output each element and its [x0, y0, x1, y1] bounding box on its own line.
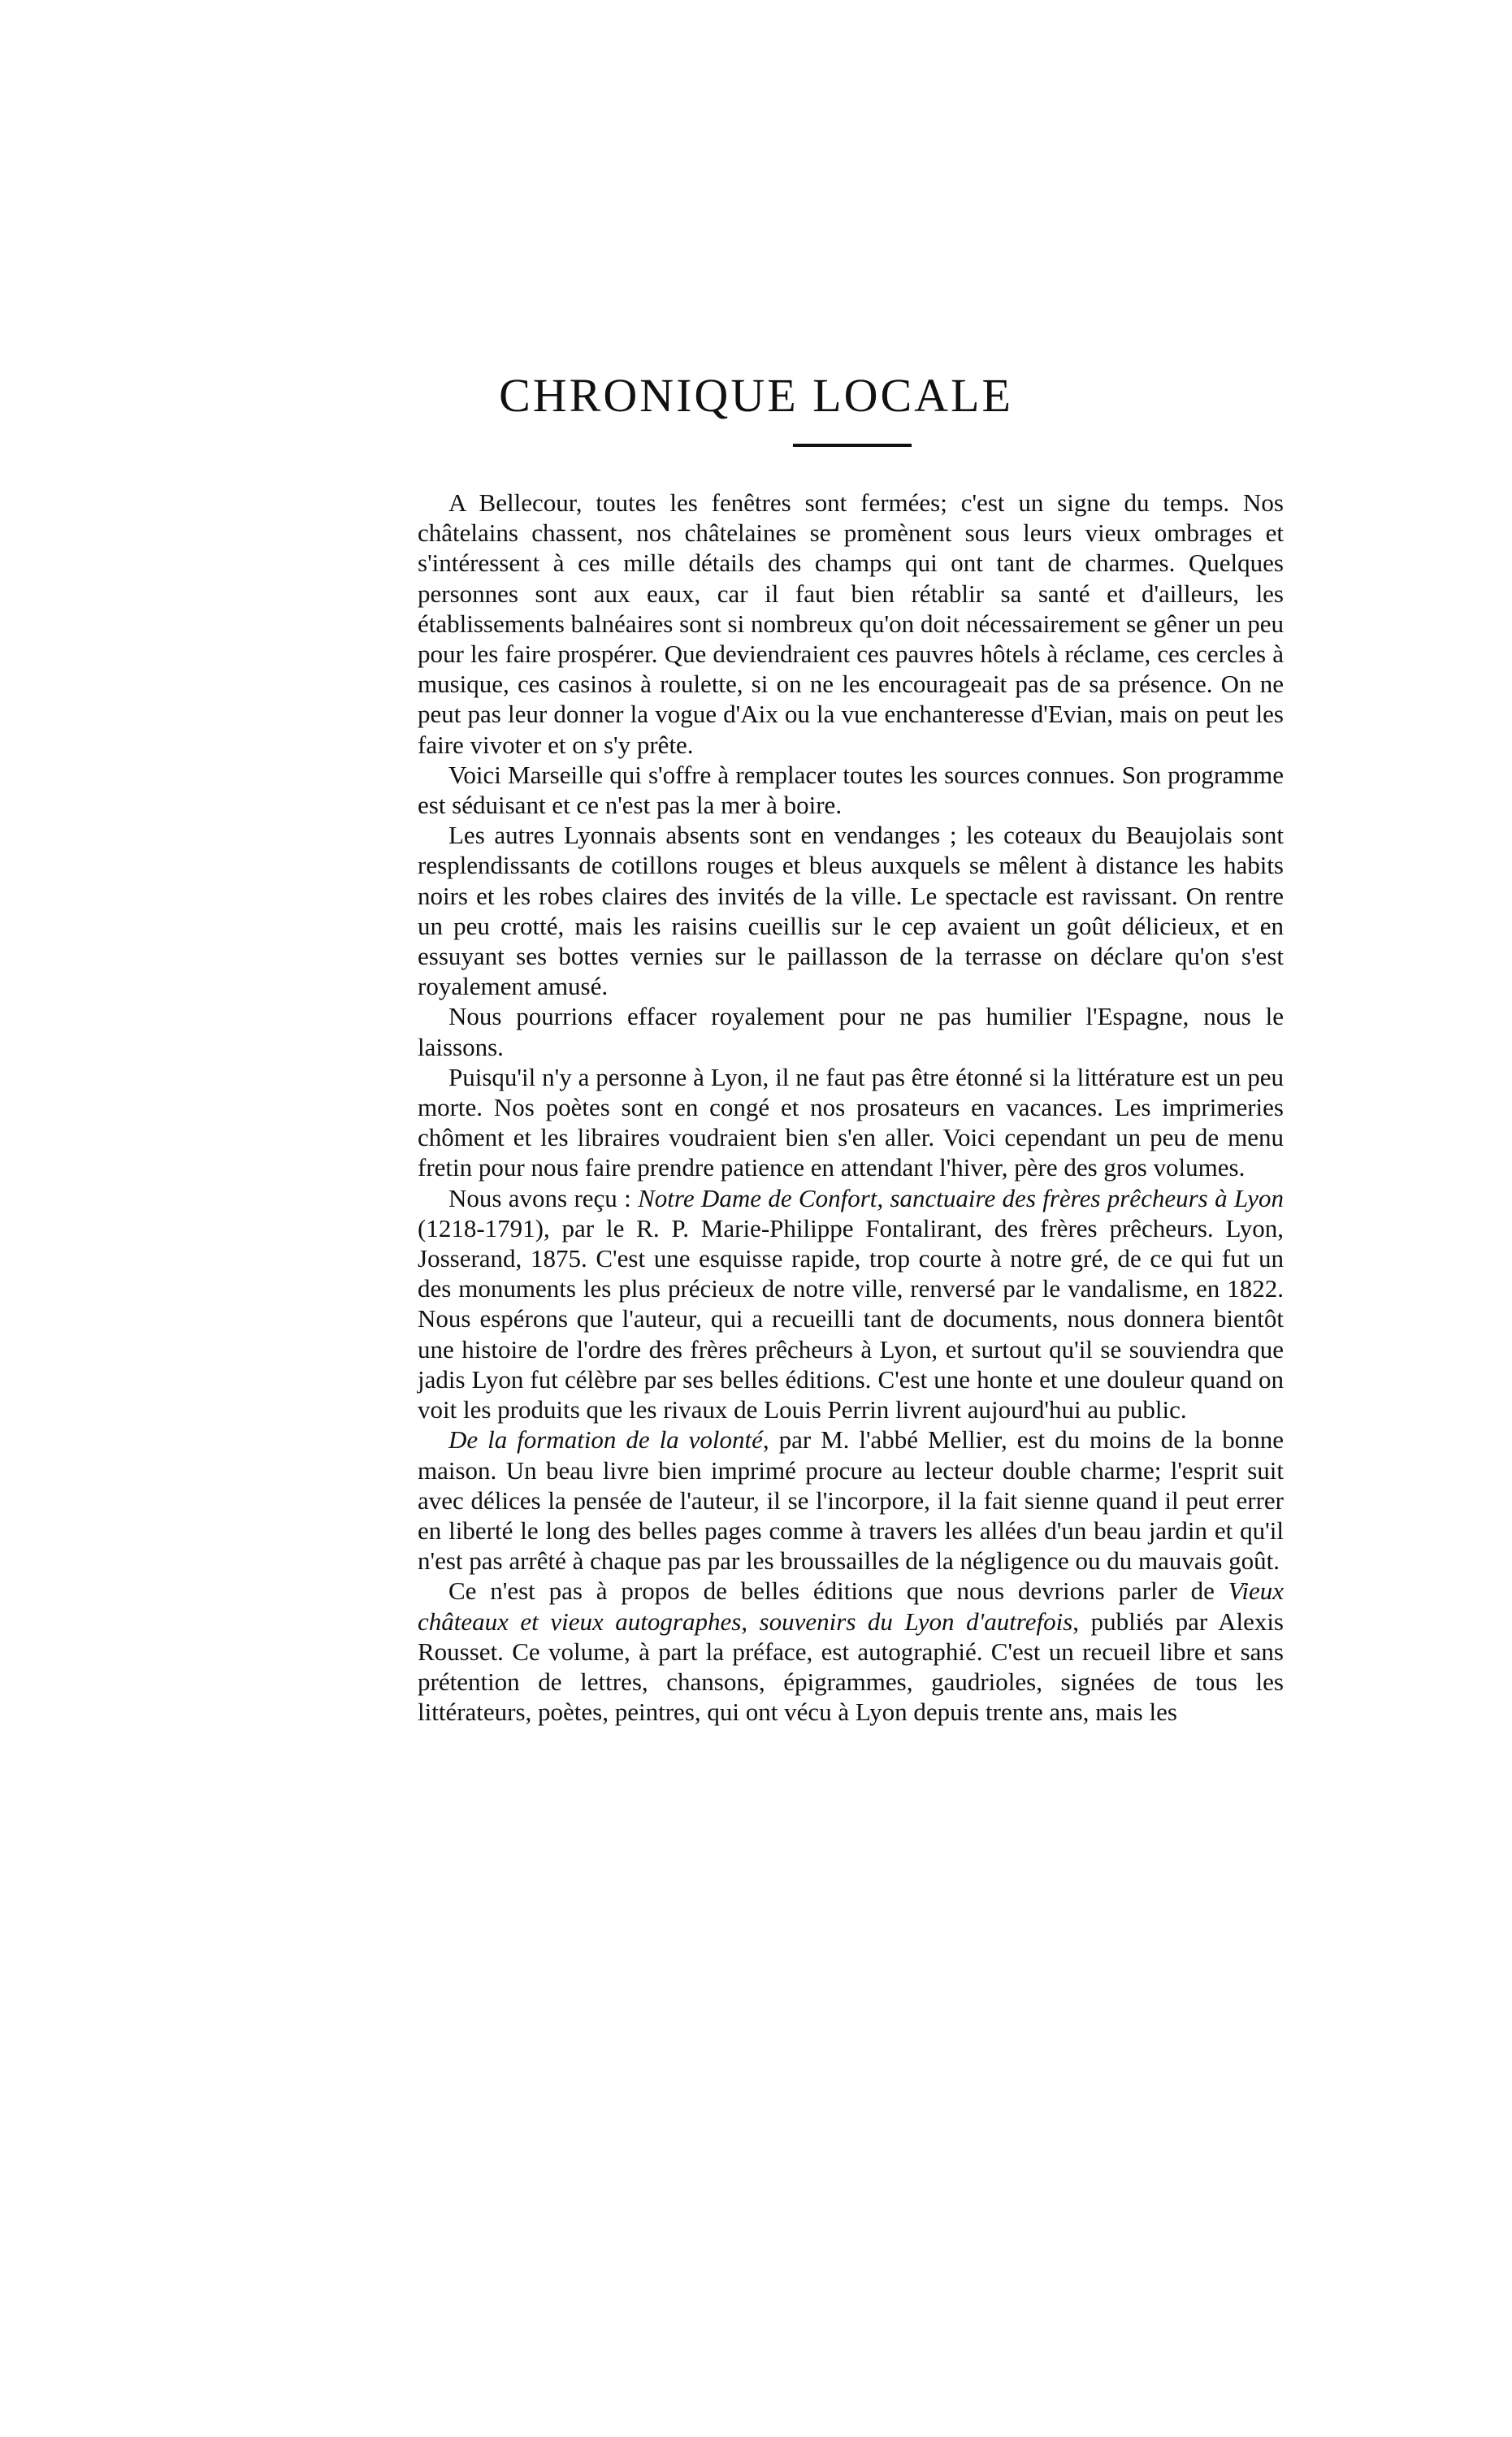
book-title-italic: Vieux châteaux et vieux autographes, souvenirs du Lyon d'autrefois	[418, 1576, 1284, 1636]
article-body	[418, 488, 1284, 1727]
page-title: CHRONIQUE LOCALE	[499, 369, 1013, 422]
title-underline-rule	[793, 444, 912, 447]
text-run: , publiés par Alexis Rousset. Ce volume, à part la préface, est autographié. C'est un recueil libre et sans prétention de lettres, chansons, épigrammes, gaudrioles, signées de tous les littérateurs, poètes, peintres, qui ont vécu à Lyon depuis trente ans, mais les	[418, 1607, 1285, 1727]
text-run: Voici Marseille qui s'offre à remplacer toutes les sources connues. Son programme est séduisant et ce n'est pas la mer à boire.	[418, 760, 1284, 820]
text-run: , par M. l'abbé Mellier, est du moins de la bonne maison. Un beau livre bien imprimé procure au lecteur double charme; l'esprit suit avec délices la pensée de l'auteur, il se l'incorpore, il la fait sienne quand il peut errer en liberté le long des belles pages comme à travers les allées d'un beau jardin et qu'il n'est pas arrêté à chaque pas par les broussailles de la négligence ou du mauvais goût.	[418, 1425, 1285, 1576]
text-run: (1218-1791), par le R. P. Marie-Philippe Fontalirant, des frères prêcheurs. Lyon, Josserand, 1875. C'est une esquisse rapide, trop courte à notre gré, de ce qui fut un des monuments les plus précieux de notre ville, renversé par le vandalisme, en 1822. Nous espérons que l'auteur, qui a recueilli tant de documents, nous donnera bientôt une histoire de l'ordre des frères prêcheurs à Lyon, et surtout qu'il se souviendra que jadis Lyon fut célèbre par ses belles éditions. C'est une honte et une douleur quand on voit les produits que les rivaux de Louis Perrin livrent aujourd'hui au public.	[418, 1213, 1284, 1424]
book-title-italic: Notre Dame de Confort, sanctuaire des frères prêcheurs à Lyon	[638, 1183, 1284, 1212]
paragraph-bellecour	[418, 488, 1284, 760]
text-run: A Bellecour, toutes les fenêtres sont fermées; c'est un signe du temps. Nos châtelains chassent, nos châtelaines se promènent sous leurs vieux ombrages et s'intéressent à ces mille détails des champs qui ont tant de charmes. Quelques personnes sont aux eaux, car il faut bien rétablir sa santé et d'ailleurs, les établissements balnéaires sont si nombreux qu'on doit nécessairement se gêner un peu pour les faire prospérer. Que deviendraient ces pauvres hôtels à réclame, ces cercles à musique, ces casinos à roulette, si on ne les encourageait pas de sa présence. On ne peut pas leur donner la vogue d'Aix ou la vue enchanteresse d'Evian, mais on peut les faire vivoter et on s'y prête.	[418, 488, 1284, 759]
paragraph-marseille	[418, 760, 1284, 820]
paragraph-litterature	[418, 1062, 1284, 1183]
book-title-italic: De la formation de la volonté	[448, 1425, 763, 1455]
paragraph-formation-volonte	[418, 1424, 1284, 1576]
text-run: Les autres Lyonnais absents sont en vendanges ; les coteaux du Beaujolais sont resplendissants de cotillons rouges et bleus auxquels se mêlent à distance les habits noirs et les robes claires des invités de la ville. Le spectacle est ravissant. On rentre un peu crotté, mais les raisins cueillis sur le cep avaient un goût délicieux, et en essuyant ses bottes vernies sur le paillasson de la terrasse on déclare qu'on s'est royalement amusé.	[418, 821, 1284, 1001]
text-run: Nous avons reçu :	[448, 1183, 639, 1212]
paragraph-notre-dame-de-confort	[418, 1183, 1284, 1425]
paragraph-espagne	[418, 1001, 1284, 1061]
paragraph-vieux-chateaux	[418, 1576, 1284, 1727]
text-run: Nous pourrions effacer royalement pour ne pas humilier l'Espagne, nous le laissons.	[418, 1002, 1284, 1061]
paragraph-vendanges	[418, 820, 1284, 1001]
text-run: Puisqu'il n'y a personne à Lyon, il ne faut pas être étonné si la littérature est un peu morte. Nos poètes sont en congé et nos prosateurs en vacances. Les imprimeries chôment et les libraires voudraient bien s'en aller. Voici cependant un peu de menu fretin pour nous faire prendre patience en attendant l'hiver, père des gros volumes.	[418, 1062, 1284, 1182]
text-run: Ce n'est pas à propos de belles éditions que nous devrions parler de	[448, 1576, 1228, 1606]
